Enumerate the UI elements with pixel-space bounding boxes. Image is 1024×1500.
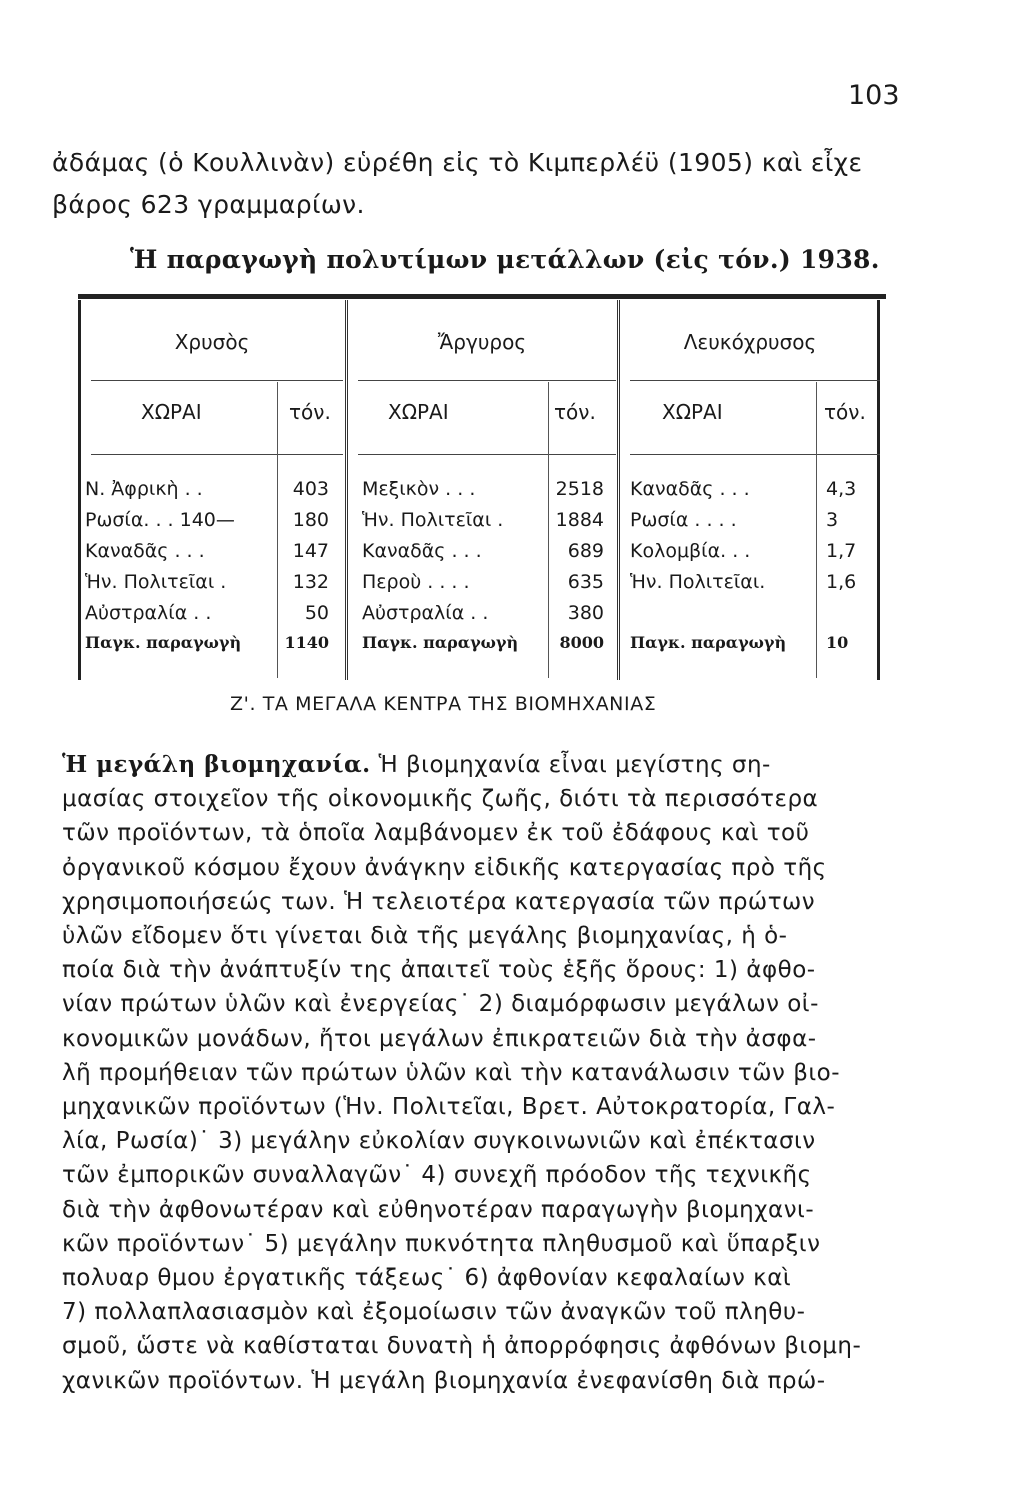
tons-cell: 2518 [555, 478, 604, 500]
body-line: κῶν προϊόντων˙ 5) μεγάλην πυκνότητα πληθυσμοῦ καὶ ὕπαρξιν [62, 1230, 821, 1257]
body-paragraph [62, 748, 914, 1398]
country-cell: Μεξικὸν . . . [362, 478, 476, 500]
body-line: νίαν πρώτων ὑλῶν καὶ ἐνεργείας˙ 2) διαμόρφωσιν μεγάλων οἰ- [62, 991, 819, 1018]
country-cell: Αὐστραλία . . [362, 602, 489, 624]
country-cell: Ἡν. Πολιτεῖαι . [362, 509, 504, 531]
body-line: τῶν ἐμπορικῶν συναλλαγῶν˙ 4) συνεχῆ πρόοδον τῆς τεχνικῆς [62, 1162, 812, 1189]
section-heading: Ζ'. ΤΑ ΜΕΓΑΛΑ ΚΕΝΤΡΑ ΤΗΣ ΒΙΟΜΗΧΑΝΙΑΣ [230, 693, 657, 715]
body-line: τῶν προϊόντων, τὰ ὁποῖα λαμβάνομεν ἐκ τοῦ ἐδάφους καὶ τοῦ [62, 820, 810, 847]
table-row [81, 509, 343, 540]
column-header-countries: ΧΩΡΑΙ [141, 400, 202, 424]
tons-cell: 132 [292, 571, 329, 593]
table-row [81, 478, 343, 509]
table-title: Ἡ παραγωγὴ πολυτίμων μετάλλων (εἰς τόν.) 1938. [130, 245, 880, 274]
body-line-text: Ἡ βιομηχανία εἶναι μεγίστης ση- [370, 752, 771, 778]
production-table [78, 300, 880, 680]
tons-cell: 689 [567, 540, 604, 562]
body-line: λῆ προμήθειαν τῶν πρώτων ὑλῶν καὶ τὴν κατανάλωσιν τῶν βιο- [62, 1059, 841, 1086]
tons-cell: 1884 [555, 509, 604, 531]
country-cell: Κολομβία. . . [630, 540, 751, 562]
metal-label: Ἄργυρος [437, 330, 527, 354]
table-group-silver [345, 300, 616, 680]
table-row [348, 602, 616, 633]
total-label: Παγκ. παραγωγὴ [362, 633, 519, 652]
header-rule [91, 380, 343, 381]
country-cell: Ρωσία. . . 140— [85, 509, 235, 531]
total-row [348, 633, 616, 664]
table-row [81, 540, 343, 571]
header-rule [358, 380, 616, 381]
table-rows [348, 478, 616, 664]
body-line: ὀργανικοῦ κόσμου ἔχουν ἀνάγκην εἰδικῆς κατεργασίας πρὸ τῆς [62, 854, 827, 881]
total-row [620, 633, 880, 664]
table-top-rule [78, 294, 886, 299]
total-row [81, 633, 343, 664]
body-line: μασίας στοιχεῖον τῆς οἰκονομικῆς ζωῆς, διότι τὰ περισσότερα [62, 786, 819, 813]
table-row [348, 478, 616, 509]
total-label: Παγκ. παραγωγὴ [630, 633, 787, 652]
body-line: ποία διὰ τὴν ἀνάπτυξίν της ἀπαιτεῖ τοὺς ἑξῆς ὅρους: 1) ἀφθο- [62, 957, 816, 984]
country-cell: Καναδᾶς . . . [85, 540, 205, 562]
tons-cell: 180 [292, 509, 329, 531]
table-row [620, 540, 880, 571]
table-row [81, 602, 343, 633]
tons-cell: 1,6 [826, 571, 857, 593]
header-rule [91, 454, 343, 455]
body-line: χανικῶν προϊόντων. Ἡ μεγάλη βιομηχανία ἐνεφανίσθη διὰ πρώ- [62, 1367, 826, 1394]
country-cell: Περοὺ . . . . [362, 571, 470, 593]
country-cell: Αὐστραλία . . [85, 602, 212, 624]
table-row [348, 509, 616, 540]
table-row [620, 509, 880, 540]
table-row [620, 478, 880, 509]
header-rule [358, 454, 616, 455]
tons-cell: 50 [304, 602, 329, 624]
metal-label: Λευκόχρυσος [683, 330, 817, 354]
total-value: 8000 [559, 633, 604, 652]
total-value: 1140 [284, 633, 329, 652]
tons-cell: 380 [567, 602, 604, 624]
column-header-tons: τόν. [289, 400, 331, 424]
country-cell: Ρωσία . . . . [630, 509, 737, 531]
body-line [62, 748, 914, 782]
paragraph-lead: Ἡ μεγάλη βιομηχανία. [62, 751, 371, 778]
body-line: πολυαρ θμου ἐργατικῆς τάξεως˙ 6) ἀφθονίαν κεφαλαίων καὶ [62, 1265, 792, 1292]
total-label: Παγκ. παραγωγὴ [85, 633, 242, 652]
intro-line: ἀδάμας (ὁ Κουλλινὰν) εὑρέθη εἰς τὸ Κιμπερλέϋ (1905) καὶ εἶχε [52, 148, 863, 177]
tons-cell: 147 [292, 540, 329, 562]
table-row [620, 602, 880, 633]
header-rule [630, 454, 880, 455]
column-header-tons: τόν. [554, 400, 596, 424]
intro-paragraph [52, 142, 912, 226]
table-row [348, 571, 616, 602]
metal-label: Χρυσὸς [174, 330, 250, 354]
table-rows [620, 478, 880, 664]
body-line: διὰ τὴν ἀφθονωτέραν καὶ εὐθηνοτέραν παραγωγὴν βιομηχανι- [62, 1196, 815, 1223]
body-line: λία, Ρωσία)˙ 3) μεγάλην εὐκολίαν συγκοινωνιῶν καὶ ἐπέκτασιν [62, 1128, 816, 1155]
body-line: ὑλῶν εἴδομεν ὅτι γίνεται διὰ τῆς μεγάλης βιομηχανίας, ἡ ὁ- [62, 923, 788, 950]
body-line: σμοῦ, ὥστε νὰ καθίσταται δυνατὴ ἡ ἀπορρόφησις ἀφθόνων βιομη- [62, 1333, 862, 1360]
country-cell: Ἡν. Πολιτεῖαι . [85, 571, 227, 593]
country-cell: Καναδᾶς . . . [362, 540, 482, 562]
body-line: μηχανικῶν προϊόντων (Ἡν. Πολιτεῖαι, Βρετ. Αὐτοκρατορία, Γαλ- [62, 1094, 836, 1121]
tons-cell: 4,3 [826, 478, 857, 500]
body-line: 7) πολλαπλασιασμὸν καὶ ἐξομοίωσιν τῶν ἀναγκῶν τοῦ πληθυ- [62, 1299, 806, 1326]
intro-line: βάρος 623 γραμμαρίων. [52, 190, 365, 219]
total-value: 10 [826, 633, 849, 652]
tons-cell: 403 [292, 478, 329, 500]
table-row [348, 540, 616, 571]
tons-cell: 3 [826, 509, 839, 531]
table-row [81, 571, 343, 602]
body-line: χρησιμοποιήσεώς των. Ἡ τελειοτέρα κατεργασία τῶν πρώτων [62, 888, 816, 915]
table-row [620, 571, 880, 602]
table-rows [81, 478, 343, 664]
country-cell: Ἡν. Πολιτεῖαι. [630, 571, 766, 593]
column-header-tons: τόν. [824, 400, 866, 424]
tons-cell: 635 [567, 571, 604, 593]
tons-cell: 1,7 [826, 540, 857, 562]
column-header-countries: ΧΩΡΑΙ [388, 400, 449, 424]
header-rule [630, 380, 880, 381]
table-group-platinum [617, 300, 880, 680]
page-number: 103 [848, 80, 900, 111]
table-group-gold [81, 300, 343, 680]
column-header-countries: ΧΩΡΑΙ [662, 400, 723, 424]
body-line: κονομικῶν μονάδων, ἤτοι μεγάλων ἐπικρατειῶν διὰ τὴν ἀσφα- [62, 1025, 817, 1052]
country-cell: Ν. Ἀφρικὴ . . [85, 478, 203, 500]
country-cell: Καναδᾶς . . . [630, 478, 750, 500]
